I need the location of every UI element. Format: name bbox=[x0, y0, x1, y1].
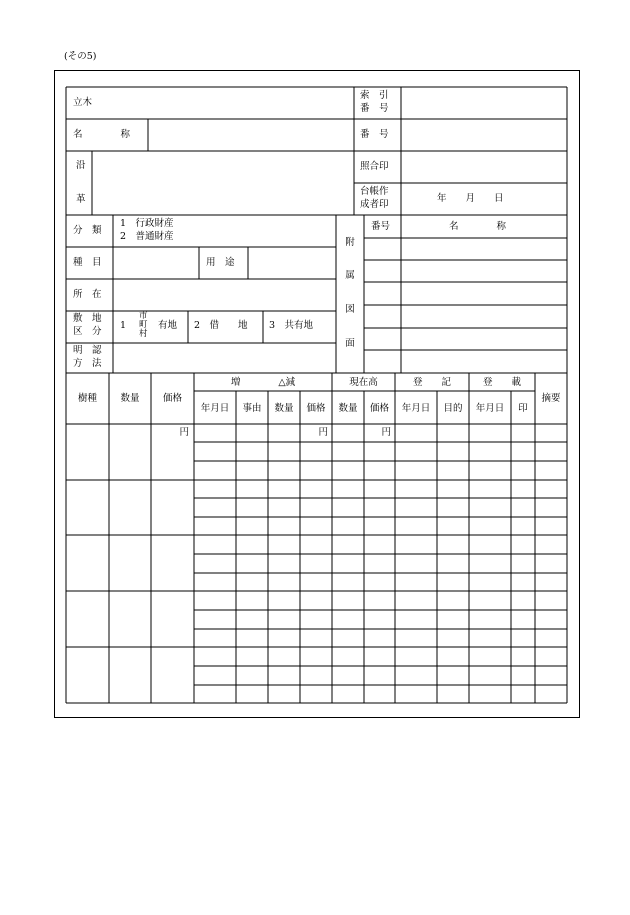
sub-current-price: 価格 bbox=[369, 403, 389, 414]
sub-change-price: 価格 bbox=[306, 403, 326, 414]
group-registration: 登 記 bbox=[412, 377, 451, 388]
form-title: 立木 bbox=[73, 97, 93, 108]
sub-registration-date: 年月日 bbox=[401, 403, 431, 414]
date-label: 年 月 日 bbox=[437, 193, 504, 204]
group-change: 増 △減 bbox=[230, 377, 296, 388]
attached-label-char-3: 図 bbox=[345, 304, 355, 315]
sub-record-date: 年月日 bbox=[475, 403, 505, 414]
col-species: 樹種 bbox=[77, 393, 97, 404]
index-label-top: 索 引 bbox=[360, 90, 389, 101]
site-option-leased: 2 借 地 bbox=[194, 320, 248, 331]
col-remarks: 摘要 bbox=[541, 393, 561, 404]
site-option-1-city: 市 bbox=[139, 311, 148, 321]
history-label-bottom: 革 bbox=[76, 194, 86, 205]
name-label: 名 称 bbox=[73, 129, 131, 140]
site-label-bottom: 区 分 bbox=[73, 326, 102, 337]
yen-unit-change-price: 円 bbox=[318, 427, 328, 438]
category-label: 種 目 bbox=[73, 257, 102, 268]
attached-label-char-1: 附 bbox=[345, 237, 355, 248]
history-label-top: 沿 bbox=[76, 160, 86, 171]
index-label-bottom: 番 号 bbox=[360, 103, 389, 114]
attached-col-number: 番号 bbox=[371, 221, 391, 232]
sub-current-quantity: 数量 bbox=[338, 403, 358, 414]
yen-unit-price: 円 bbox=[179, 427, 189, 438]
group-current: 現在高 bbox=[349, 377, 378, 388]
ledger-author-label-bottom: 成者印 bbox=[360, 199, 389, 210]
classification-option-administrative: 1 行政財産 bbox=[120, 218, 174, 229]
use-label: 用 途 bbox=[206, 257, 235, 268]
classification-label: 分 類 bbox=[73, 225, 102, 236]
sub-registration-purpose: 目的 bbox=[443, 403, 463, 414]
col-quantity: 数量 bbox=[120, 393, 140, 404]
sub-change-date: 年月日 bbox=[200, 403, 230, 414]
ledger-author-label-top: 台帳作 bbox=[360, 186, 389, 197]
col-price: 価格 bbox=[162, 393, 182, 404]
attached-label-char-4: 面 bbox=[345, 338, 355, 349]
page-caption: (その5) bbox=[64, 51, 97, 62]
site-option-1-number: 1 bbox=[120, 320, 127, 331]
number-label: 番 号 bbox=[360, 129, 389, 140]
method-label-bottom: 方 法 bbox=[73, 358, 102, 369]
site-option-1-village: 村 bbox=[139, 329, 148, 339]
seal-label: 照合印 bbox=[360, 161, 389, 172]
attached-label-char-2: 属 bbox=[345, 270, 355, 281]
sub-record-seal: 印 bbox=[518, 403, 528, 414]
group-record: 登 載 bbox=[482, 377, 521, 388]
site-label-top: 敷 地 bbox=[73, 313, 102, 324]
site-option-1-suffix: 有地 bbox=[158, 320, 178, 331]
method-label-top: 明 認 bbox=[73, 345, 102, 356]
location-label: 所 在 bbox=[73, 289, 102, 300]
attached-col-name: 名 称 bbox=[449, 221, 507, 232]
classification-option-general: 2 普通財産 bbox=[120, 231, 174, 242]
sub-change-quantity: 数量 bbox=[274, 403, 294, 414]
site-option-shared: 3 共有地 bbox=[269, 320, 314, 331]
sub-change-reason: 事由 bbox=[242, 403, 262, 414]
site-option-1-town: 町 bbox=[139, 320, 148, 330]
yen-unit-current-price: 円 bbox=[381, 427, 391, 438]
